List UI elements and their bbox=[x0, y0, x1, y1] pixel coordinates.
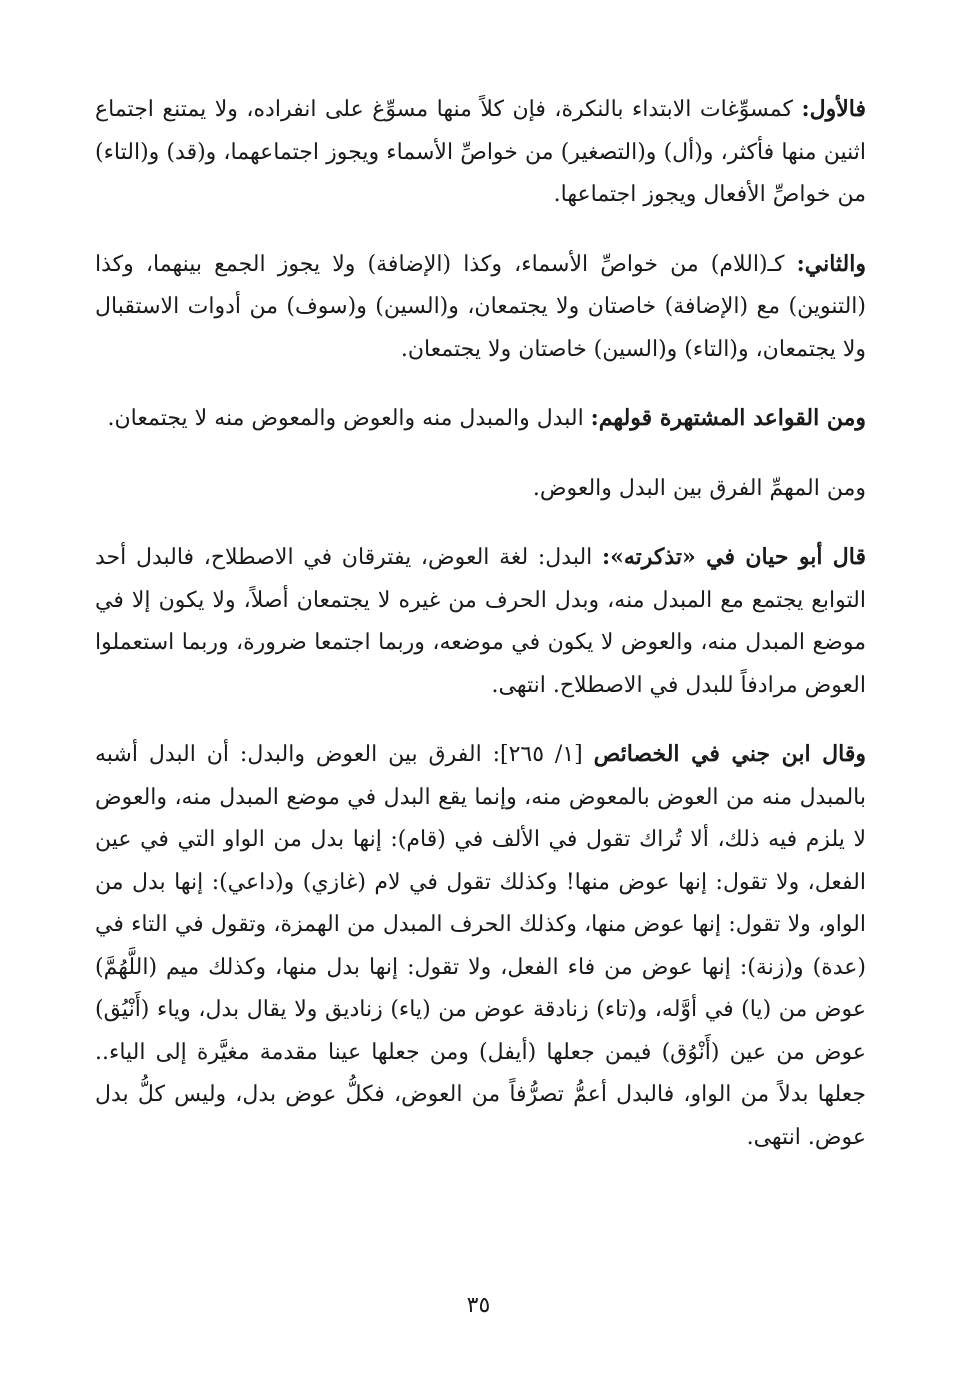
page-body bbox=[95, 88, 866, 1185]
paragraph-rule bbox=[95, 397, 866, 441]
paragraph-lead: قال أبو حيان في «تذكرته»: bbox=[601, 544, 867, 570]
paragraph-lead: فالأول: bbox=[801, 96, 866, 122]
paragraph-text: البدل: لغة العوض، يفترقان في الاصطلاح، فالبدل أحد التوابع يجتمع مع المبدل منه، وبدل الحرف من غيره لا يجتمعان أصلاً، ولا يكون إلا في موضع المبدل منه، والعوض لا يكون في موضعه، وربما اجتمعا ضرورة، وربما استعملوا العوض مرادفاً للبدل في الاصطلاح. انتهى. bbox=[95, 545, 866, 698]
page-number: ٣٥ bbox=[466, 1293, 491, 1318]
paragraph-text: البدل والمبدل منه والعوض والمعوض منه لا يجتمعان. bbox=[107, 406, 591, 431]
paragraph-text: كـ(اللام) من خواصِّ الأسماء، وكذا (الإضافة) ولا يجوز الجمع بينهما، وكذا (التنوين) مع (الإضافة) خاصتان ولا يجتمعان، و(السين) و(سوف) من أدوات الاستقبال ولا يجتمعان، و(التاء) و(السين) خاصتان ولا يجتمعان. bbox=[95, 251, 866, 362]
paragraph-text: ومن المهمِّ الفرق بين البدل والعوض. bbox=[532, 475, 866, 501]
paragraph-lead: وقال ابن جني في الخصائص bbox=[593, 741, 867, 767]
paragraph-text: كمسوِّغات الابتداء بالنكرة، فإن كلاً منها مسوِّغ على انفراده، ولا يمتنع اجتماع اثنين منها فأكثر، و(أل) و(التصغير) من خواصِّ الأسماء ويجوز اجتماعهما، و(قد) و(التاء) من خواصِّ الأفعال ويجوز اجتماعها. bbox=[95, 97, 866, 207]
paragraph-second bbox=[95, 243, 866, 372]
paragraph-abu-hayyan bbox=[95, 536, 866, 707]
paragraph-ibn-jinni bbox=[95, 733, 866, 1159]
paragraph-lead: ومن القواعد المشتهرة قولهم: bbox=[590, 405, 866, 431]
paragraph-lead: والثاني: bbox=[796, 250, 866, 277]
paragraph-important bbox=[95, 467, 866, 511]
paragraph-text: [١/ ٢٦٥]: الفرق بين العوض والبدل: أن البدل أشبه بالمبدل منه من العوض بالمعوض منه، وإنما يقع البدل في موضع المبدل منه، والعوض لا يلزم فيه ذلك، ألا تُراك تقول في الألف في (قام): إنها بدل من الواو التي في عين الفعل، ولا تقول: إنها عوض منها! وكذلك تقول في لام (غازي) و(داعي): إنها بدل من الواو، ولا تقول: إنها عوض منها، وكذلك الحرف المبدل من الهمزة، وتقول في التاء في (عدة) و(زنة): إنها عوض من فاء الفعل، ولا تقول: إنها بدل منها، وكذلك ميم (اللَّهُمَّ) عوض من (يا) في أوَّله، و(تاء) زنادقة عوض من (ياء) زناديق ولا يقال بدل، وياء (أَنْيُق) عوض من عين (أَنْوُق) فيمن جعلها (أيفل) ومن جعلها عينا مقدمة مغيَّرة إلى الياء.. جعلها بدلاً من الواو، فالبدل أعمُّ تصرُّفاً من العوض، فكلُّ عوض بدل، وليس كلُّ بدل عوض. انتهى. bbox=[95, 742, 866, 1150]
paragraph-first bbox=[95, 88, 866, 217]
